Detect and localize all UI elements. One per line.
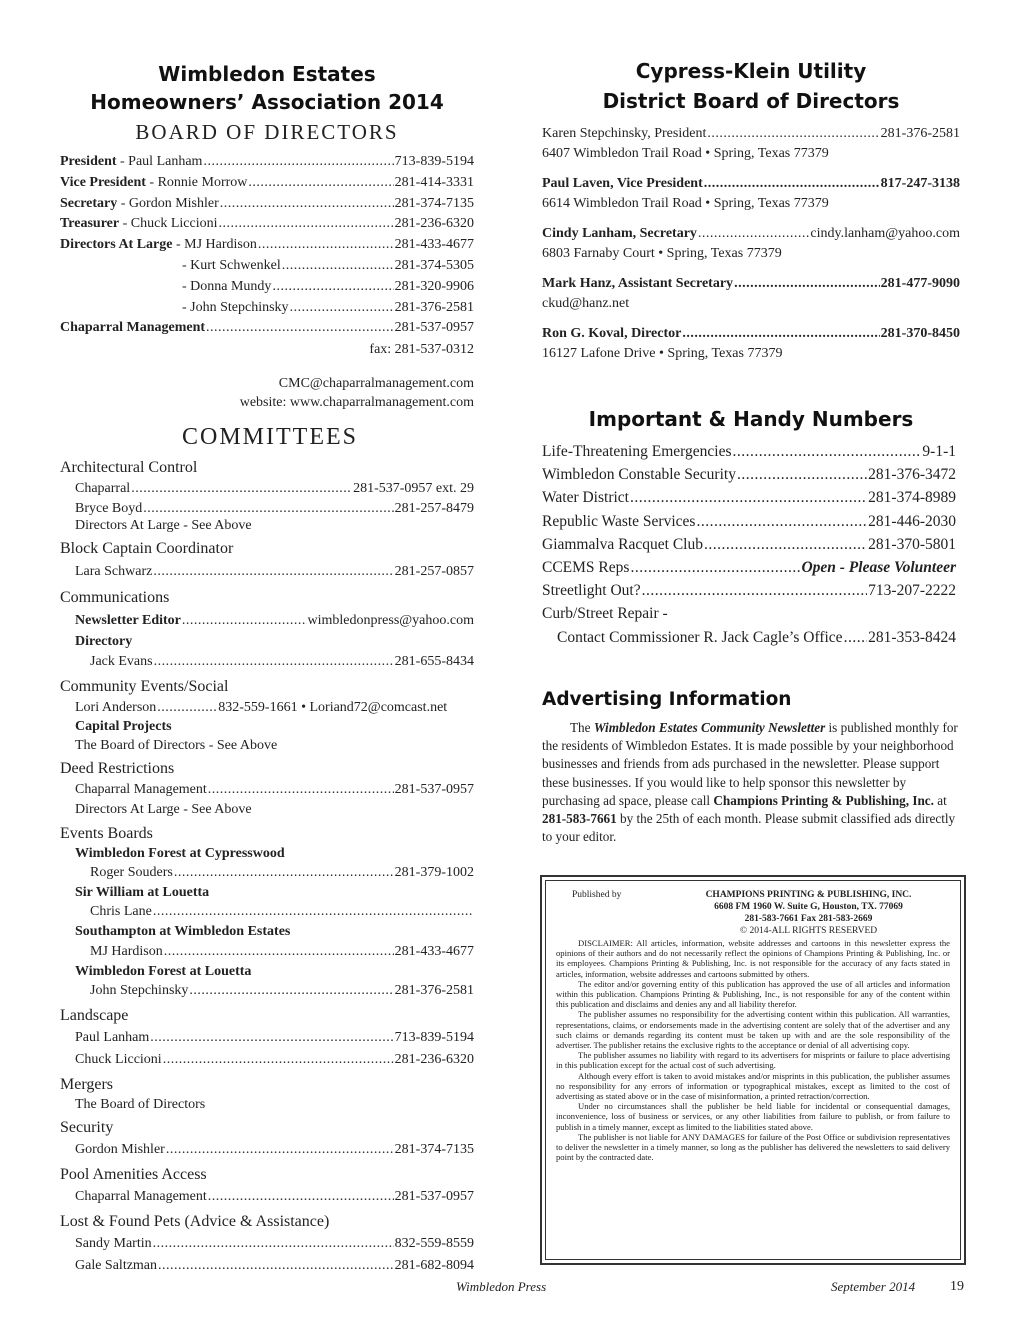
board-row: - John Stepchinsky ..... 281-376-2581 bbox=[60, 298, 474, 319]
board-row: - Kurt Schwenkel ..... 281-374-5305 bbox=[60, 256, 474, 277]
disclaimer-paragraph: DISCLAIMER: All articles, information, website addresses and cartoons in this newsletter express the opinions of their authors and do not necessarily reflect the opinions of Champions Printing & Publishing, Inc. or its employees. Champions Printing & Publishing, Inc. is not responsible for the accuracy of any facts stated in articles, information, website addresses and cartoons submitted by others. bbox=[556, 938, 950, 979]
committee-deed: Deed Restrictions bbox=[60, 760, 175, 778]
footer-publication: Wimbledon Press bbox=[456, 1279, 547, 1294]
list-note: The Board of Directors bbox=[75, 1096, 206, 1112]
committees-heading: COMMITTEES bbox=[182, 424, 358, 450]
list-item: MJ Hardison ..... 281-433-4677 bbox=[60, 942, 474, 963]
list-item: Bryce Boyd ..... 281-257-8479 bbox=[60, 500, 474, 517]
list-item: Cindy Lanham, Secretary ..... cindy.lanham@yahoo.com 6803 Farnaby Court • Spring, Texas 77379 bbox=[542, 224, 960, 274]
list-item: Chaparral ..... 281-537-0957 ext. 29 bbox=[60, 479, 474, 500]
hoa-fax: fax: 281-537-0312 bbox=[369, 342, 474, 358]
footer-date: September 2014 bbox=[831, 1279, 916, 1294]
capital-head: Capital Projects bbox=[75, 719, 172, 735]
publisher-header: Published by CHAMPIONS PRINTING & PUBLISHING, INC. 6608 FM 1960 W. Suite G, Houston, TX. 77069 281-583-7661 Fax 281-583-2669 © 2014-ALL RIGHTS RESERVED bbox=[572, 890, 912, 936]
board-list bbox=[60, 152, 474, 412]
utility-title-line1: Cypress-Klein Utility bbox=[635, 59, 867, 83]
list-item: Ron G. Koval, Director ..... 281-370-8450 16127 Lafone Drive • Spring, Texas 77379 bbox=[542, 324, 960, 374]
committee-events: Events Boards bbox=[60, 824, 153, 842]
list-note: Directors At Large - See Above bbox=[75, 517, 252, 533]
hoa-website: website: www.chaparralmanagement.com bbox=[239, 394, 474, 410]
list-item: Republic Waste Services ..... 281-446-2030 bbox=[542, 510, 956, 533]
board-row: Treasurer - Chuck Liccioni ..... 281-236-6320 bbox=[60, 214, 474, 235]
list-item: Gordon Mishler ..... 281-374-7135 bbox=[60, 1139, 474, 1161]
committee-pets: Lost & Found Pets (Advice & Assistance) bbox=[60, 1213, 330, 1231]
utility-members bbox=[542, 124, 960, 374]
disclaimer-paragraph: Although every effort is taken to avoid mistakes and/or misprints in this publication, the publisher assumes no responsibility for any errors of information or typographical mistakes, except as limited to the cost of advertising as stated above or in the case of misinformation, a printed retraction/correction. bbox=[556, 1070, 950, 1102]
advertising-heading: Advertising Information bbox=[542, 689, 792, 710]
committee-security: Security bbox=[60, 1119, 114, 1137]
list-item: Chaparral Management ..... 281-537-0957 bbox=[60, 780, 474, 801]
board-row: Secretary - Gordon Mishler ..... 281-374-7135 bbox=[60, 194, 474, 215]
handy-list bbox=[542, 440, 956, 649]
list-item: Water District ..... 281-374-8989 bbox=[542, 486, 956, 509]
committee-mergers: Mergers bbox=[60, 1075, 114, 1093]
list-item: Gale Saltzman ..... 281-682-8094 bbox=[60, 1255, 474, 1277]
advertising-text: The Wimbledon Estates Community Newsletter is published monthly for the residents of Wimbledon Estates. It is made possible by your neighborhood businesses and friends from ads purchased in the newsletter. Please support these businesses. If you would like to help sponsor this newsletter by purchasing ad space, please call Champions Printing & Publishing, Inc. at 281-583-7661 by the 25th of each month. Please submit classified ads directly to your editor. bbox=[542, 720, 958, 845]
disclaimer-paragraph: The publisher assumes no liability with regard to its advertisers for misprints or failure to place advertising in this publication except for the actual cost of such advertising. bbox=[556, 1050, 950, 1071]
directory-head: Directory bbox=[75, 634, 133, 650]
list-item: Paul Lanham ..... 713-839-5194 bbox=[60, 1027, 474, 1049]
list-item: Contact Commissioner R. Jack Cagle’s Office ..... 281-353-8424 bbox=[542, 626, 956, 649]
committee-landscape: Landscape bbox=[60, 1006, 129, 1024]
list-item: Newsletter Editor ..... wimbledonpress@yahoo.com bbox=[60, 609, 474, 633]
committee-block: Block Captain Coordinator bbox=[60, 540, 234, 558]
hoa-title bbox=[60, 60, 474, 116]
hoa-title-line1: Wimbledon Estates bbox=[158, 62, 376, 86]
utility-title-line2: District Board of Directors bbox=[602, 89, 900, 113]
list-item: Sandy Martin ..... 832-559-8559 bbox=[60, 1233, 474, 1255]
event-board: Wimbledon Forest at Cypresswood bbox=[75, 845, 285, 861]
list-item: Chuck Liccioni ..... 281-236-6320 bbox=[60, 1049, 474, 1071]
list-item: Chaparral Management ..... 281-537-0957 bbox=[60, 1186, 474, 1208]
list-item: Giammalva Racquet Club ..... 281-370-5801 bbox=[542, 533, 956, 556]
committee-pool: Pool Amenities Access bbox=[60, 1166, 207, 1184]
list-item: Mark Hanz, Assistant Secretary ..... 281-477-9090 ckud@hanz.net bbox=[542, 274, 960, 324]
utility-title bbox=[542, 56, 960, 116]
board-heading: BOARD OF DIRECTORS bbox=[135, 120, 399, 144]
board-row: Vice President - Ronnie Morrow ..... 281-414-3331 bbox=[60, 173, 474, 194]
event-board: Southampton at Wimbledon Estates bbox=[75, 924, 291, 940]
committee-communications: Communications bbox=[60, 589, 170, 607]
disclaimer-paragraph: The publisher assumes no responsibility for the advertising content within this publication. All warranties, representations, claims, or endorsements made in the advertising content are solely that of the advertiser and any such claims or demands regarding its content must be taken up with and are the sole responsibility of the advertiser. The publisher retains the exclusive rights to the acceptance or denial of all advertising copy. bbox=[556, 1009, 950, 1051]
handy-heading: Important & Handy Numbers bbox=[588, 407, 914, 431]
hoa-title-line2: Homeowners’ Association 2014 bbox=[90, 90, 444, 114]
committees-list bbox=[60, 454, 474, 1277]
list-item: Roger Souders ..... 281-379-1002 bbox=[60, 863, 474, 884]
list-item: John Stepchinsky ..... 281-376-2581 bbox=[60, 981, 474, 1002]
board-row: - Donna Mundy ..... 281-320-9906 bbox=[60, 277, 474, 298]
committee-architectural: Architectural Control bbox=[60, 459, 198, 476]
event-board: Sir William at Louetta bbox=[75, 884, 210, 900]
list-item: Karen Stepchinsky, President ..... 281-376-2581 6407 Wimbledon Trail Road • Spring, Texas 77379 bbox=[542, 124, 960, 174]
board-row: Directors At Large - MJ Hardison ..... 281-433-4677 bbox=[60, 235, 474, 256]
list-item: Chris Lane ..... bbox=[60, 902, 474, 923]
list-item: Streetlight Out? ..... 713-207-2222 bbox=[542, 579, 956, 602]
board-row: Chaparral Management ..... 281-537-0957 bbox=[60, 318, 474, 339]
list-item: Curb/Street Repair - bbox=[542, 605, 668, 623]
disclaimer-paragraph: The editor and/or governing entity of this publication has approved the use of all articles and information within this publication. Champions Printing & Publishing, Inc., is not responsible for any of the content within this publication and disclaims and denies any and all liability therefor. bbox=[556, 978, 950, 1010]
list-item: CCEMS Reps ..... Open - Please Volunteer bbox=[542, 556, 956, 579]
disclaimer-paragraph: Under no circumstances shall the publisher be held liable for incidental or consequential damages, inconvenience, loss of business or services, or any other liabilities from failure to publish, or from failure to publish in a timely manner, except as limited to the liabilities stated above. bbox=[556, 1101, 950, 1132]
list-item: Lori Anderson ..... 832-559-1661 • Loriand72@comcast.net bbox=[60, 698, 474, 719]
list-item: Life-Threatening Emergencies ..... 9-1-1 bbox=[542, 440, 956, 463]
page-number: 19 bbox=[950, 1279, 964, 1294]
list-item: Jack Evans ..... 281-655-8434 bbox=[60, 652, 474, 673]
list-item: Lara Schwarz ..... 281-257-0857 bbox=[60, 560, 474, 584]
hoa-email: CMC@chaparralmanagement.com bbox=[278, 376, 474, 392]
list-item: Paul Laven, Vice President ..... 817-247-3138 6614 Wimbledon Trail Road • Spring, Texas 77379 bbox=[542, 174, 960, 224]
list-note: Directors At Large - See Above bbox=[75, 802, 252, 818]
board-row: President - Paul Lanham ..... 713-839-5194 bbox=[60, 152, 474, 173]
disclaimer-paragraph: The publisher is not liable for ANY DAMAGES for failure of the Post Office or subdivision representatives to deliver the newsletter in a timely manner, so long as the publisher has delivered the newsletters to said delivery point by the contracted date. bbox=[556, 1131, 950, 1163]
event-board: Wimbledon Forest at Louetta bbox=[75, 963, 252, 979]
list-item: Wimbledon Constable Security ..... 281-376-3472 bbox=[542, 463, 956, 486]
committee-community: Community Events/Social bbox=[60, 677, 229, 695]
list-note: The Board of Directors - See Above bbox=[75, 737, 278, 753]
publisher-box bbox=[540, 875, 966, 1265]
